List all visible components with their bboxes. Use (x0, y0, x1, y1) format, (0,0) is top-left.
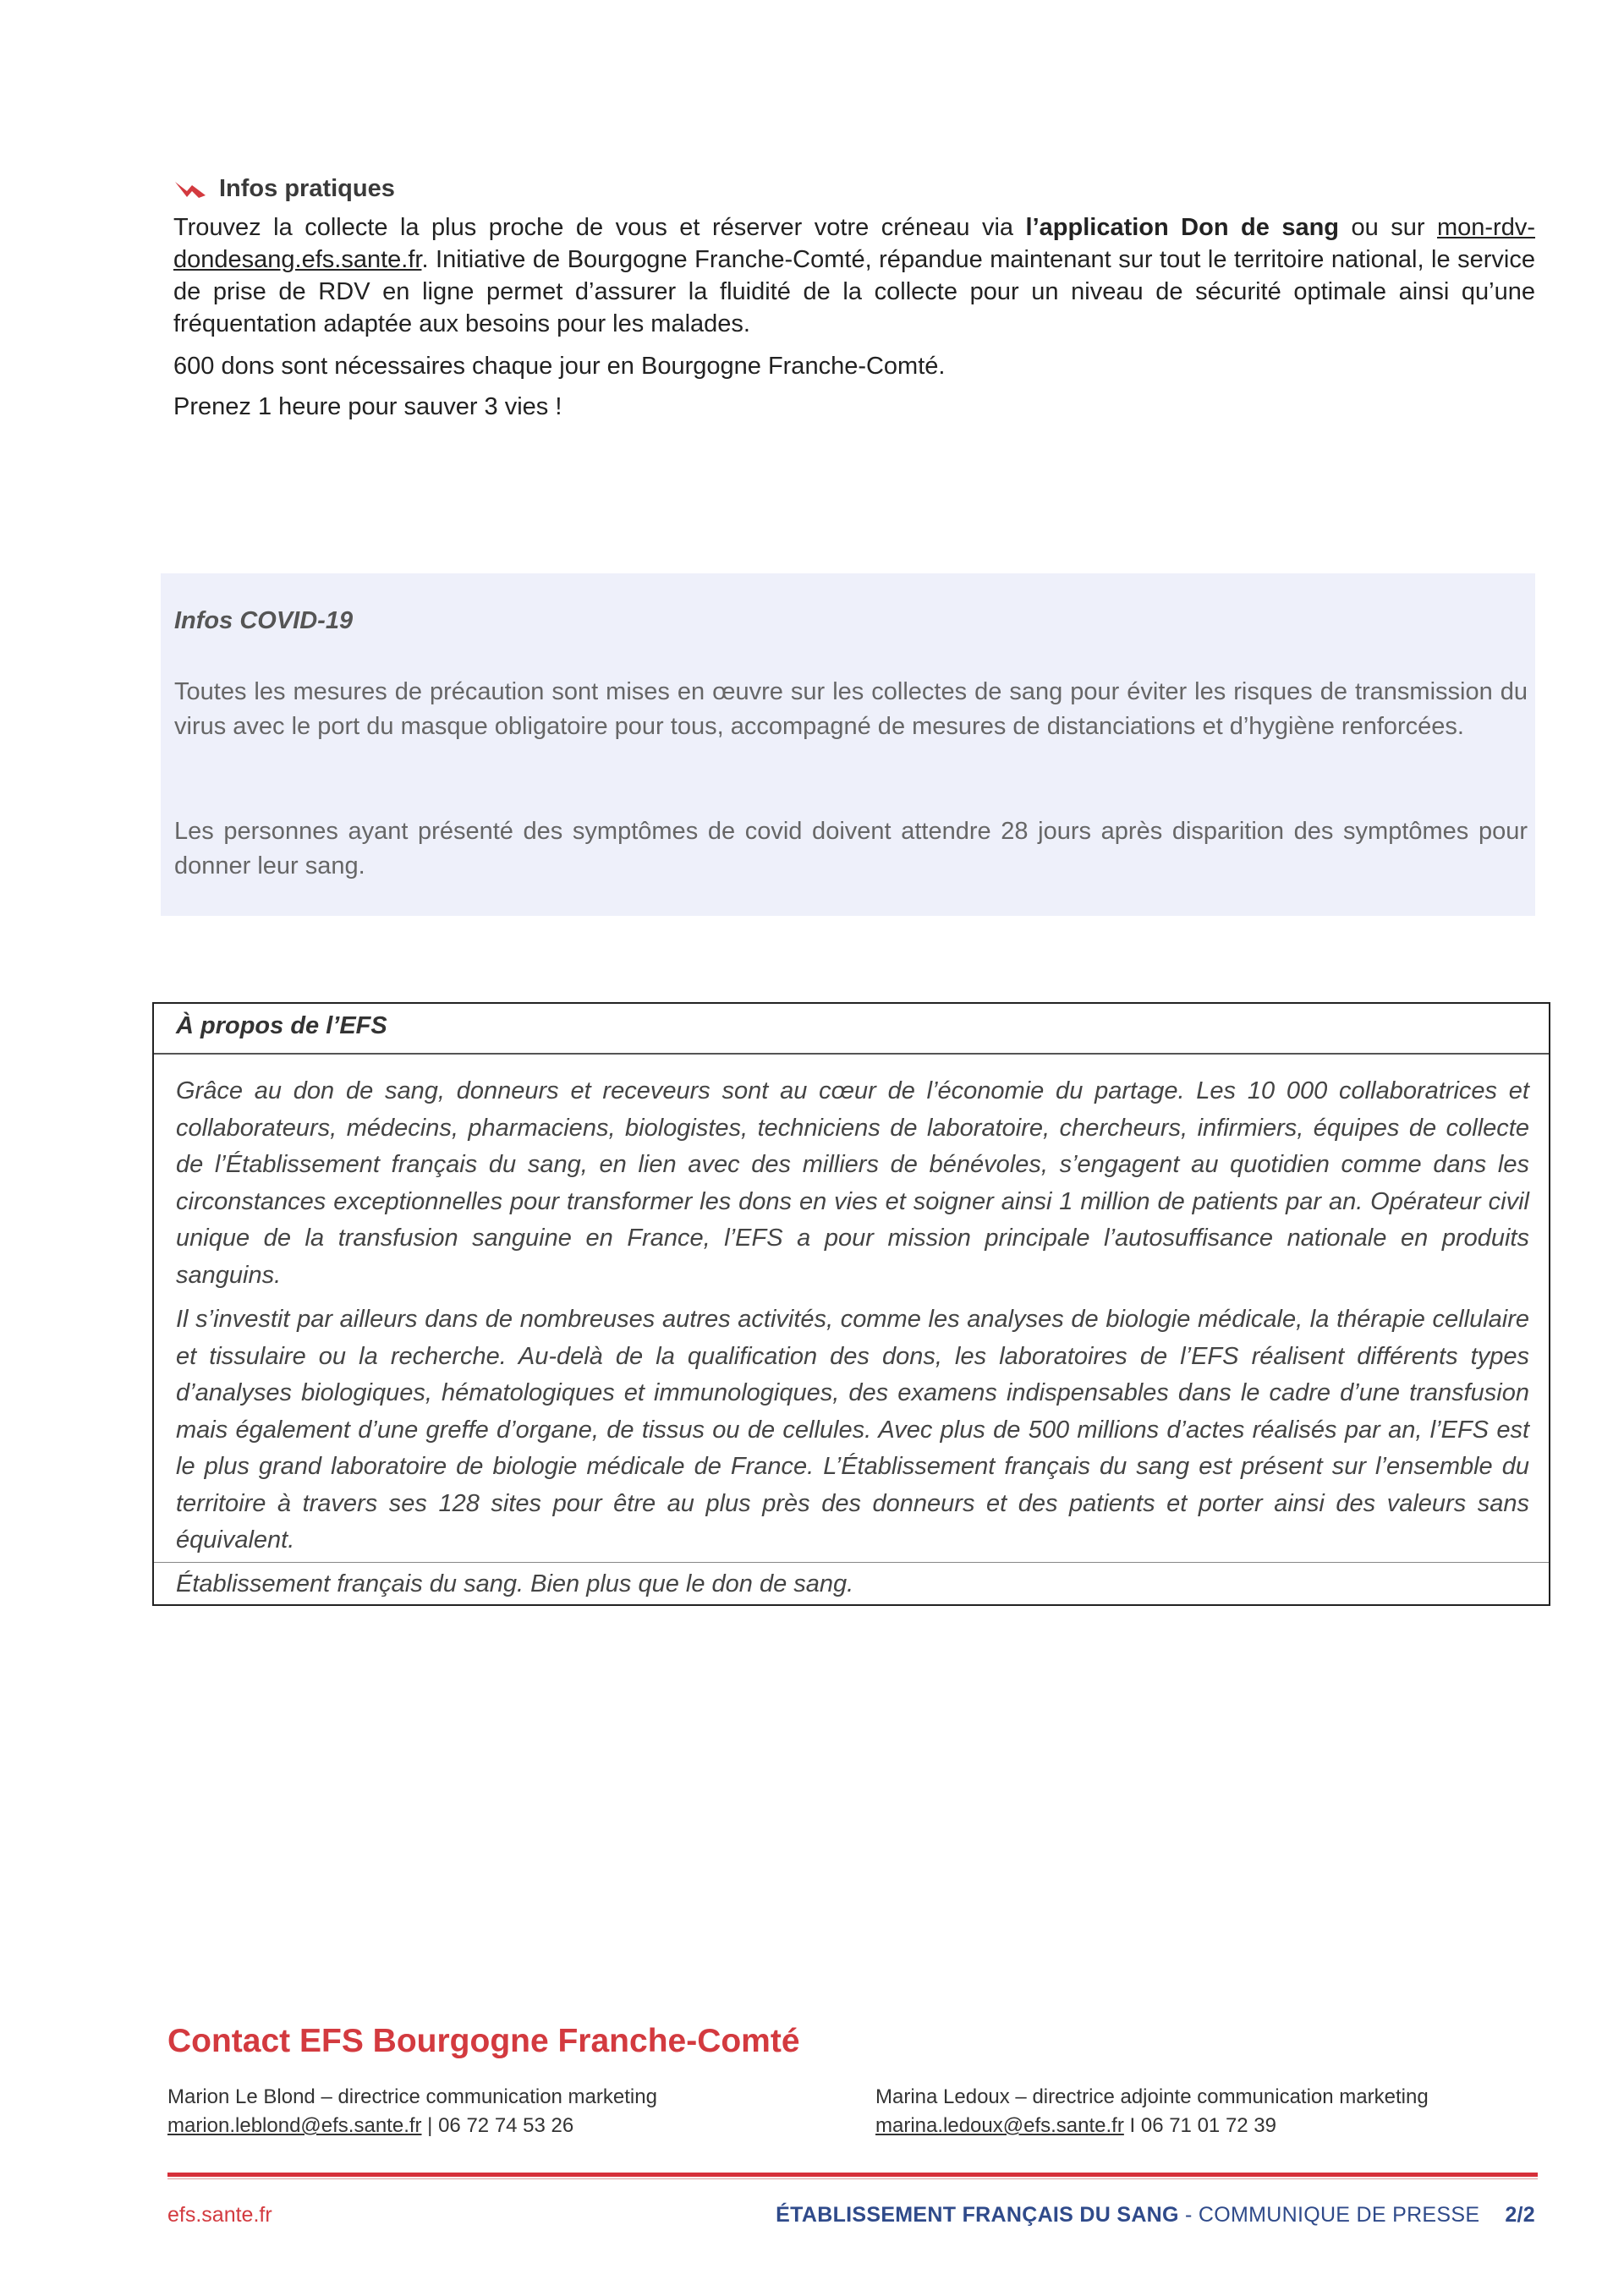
contact-email-link[interactable]: marina.ledoux@efs.sante.fr (875, 2114, 1124, 2137)
covid-heading: Infos COVID-19 (174, 607, 354, 634)
text-run: ou sur (1339, 214, 1437, 241)
footer-sep: - (1178, 2203, 1199, 2227)
footer-doc-type: COMMUNIQUE DE PRESSE (1198, 2203, 1480, 2227)
about-paragraph-2: Il s’investit par ailleurs dans de nombreuses autres activités, comme les analyses de biologie médicale, la thérapie cellulaire et tissulaire ou la recherche. Au-delà de la qualification des dons, les laboratoires de l’EFS réalisent différents types d’analyses biologiques, hématologiques et immunologiques, des examens indispensables dans le cadre d’une transfusion mais également d’une greffe d’organe, de tissus ou de cellules. Avec plus de 500 millions d’actes réalisés par an, l’EFS est le plus grand laboratoire de biologie médicale de France. L’Établissement français du sang est présent sur l’ensemble du territoire à travers ses 128 sites pour être au plus près des donneurs et des patients et porter ainsi des valeurs sans équivalent. (176, 1306, 1529, 1553)
footer-divider-shadow (167, 2178, 1538, 2179)
dons-paragraph: 600 dons sont nécessaires chaque jour en Bourgogne Franche-Comté. (173, 353, 946, 380)
footer-org: ÉTABLISSEMENT FRANÇAIS DU SANG (776, 2203, 1179, 2227)
contact-details (875, 2112, 1429, 2140)
about-heading: À propos de l’EFS (176, 1012, 387, 1039)
covid-paragraph-symptoms: Les personnes ayant présenté des symptômes de covid doivent attendre 28 jours après disparition des symptômes pour donner leur sang. (174, 818, 1528, 879)
contact-person-right (875, 2083, 1429, 2140)
contact-person-left (167, 2083, 657, 2140)
contact-email-link[interactable]: marion.leblond@efs.sante.fr (167, 2114, 422, 2137)
page-number: 2/2 (1505, 2203, 1535, 2227)
covid-info-box (161, 573, 1535, 916)
rdv-link[interactable]: mon-rdv-dondesang.efs.sante.fr (173, 214, 1535, 273)
about-efs-box (152, 1002, 1550, 1606)
covid-paragraph-measures: Toutes les mesures de précaution sont mises en œuvre sur les collectes de sang pour éviter les risques de transmission du virus avec le port du masque obligatoire pour tous, accompagné de mesures de distanciations et d’hygiène renforcées. (174, 678, 1528, 740)
contact-title: Contact EFS Bourgogne Franche-Comté (167, 2023, 800, 2059)
contact-name: Marina Ledoux – directrice adjointe communication marketing (875, 2085, 1429, 2108)
contact-phone: I 06 71 01 72 39 (1123, 2114, 1276, 2137)
contact-phone: | 06 72 74 53 26 (421, 2114, 574, 2137)
contact-details (167, 2112, 657, 2140)
about-paragraph-1: Grâce au don de sang, donneurs et receveurs sont au cœur de l’économie du partage. Les 10 000 collaboratrices et collaborateurs, médecins, pharmaciens, biologistes, techniciens de laboratoire, chercheurs, infirmiers, équipes de collecte de l’Établissement français du sang, en lien avec des milliers de bénévoles, s’engagent au quotidien comme dans les circonstances exceptionnelles pour transformer les dons en vies et soigner ainsi 1 million de patients par an. Opérateur civil unique de la transfusion sanguine en France, l’EFS a pour mission principale l’autosuffisance nationale en produits sanguins. (176, 1077, 1529, 1289)
arrow-icon (173, 177, 207, 202)
footer-divider (167, 2173, 1538, 2177)
footer-label (776, 2203, 1535, 2228)
text-run: Trouvez la collecte la plus proche de vous et réserver votre créneau via (173, 214, 1026, 241)
about-slogan-row (154, 1562, 1549, 1604)
about-title-row (154, 1004, 1549, 1055)
footer-site-link[interactable]: efs.sante.fr (167, 2203, 272, 2227)
app-name: l’application Don de sang (1025, 214, 1340, 241)
text-run: . Initiative de Bourgogne Franche-Comté, répandue maintenant sur tout le territoire national, le service de prise de RDV en ligne permet d’assurer la fluidité de la collecte pour un niveau de sécurité optimale ainsi qu’une fréquentation adaptée aux besoins pour les malades. (173, 246, 1535, 337)
contact-name: Marion Le Blond – directrice communication marketing (167, 2085, 657, 2108)
infos-pratiques-section (173, 175, 1535, 431)
about-slogan: Établissement français du sang. Bien plus que le don de sang. (176, 1570, 854, 1597)
infos-pratiques-heading: Infos pratiques (219, 175, 395, 202)
call-to-action: Prenez 1 heure pour sauver 3 vies ! (173, 393, 562, 420)
infos-pratiques-paragraph (173, 211, 1535, 340)
infos-pratiques-heading-row (173, 175, 1535, 203)
